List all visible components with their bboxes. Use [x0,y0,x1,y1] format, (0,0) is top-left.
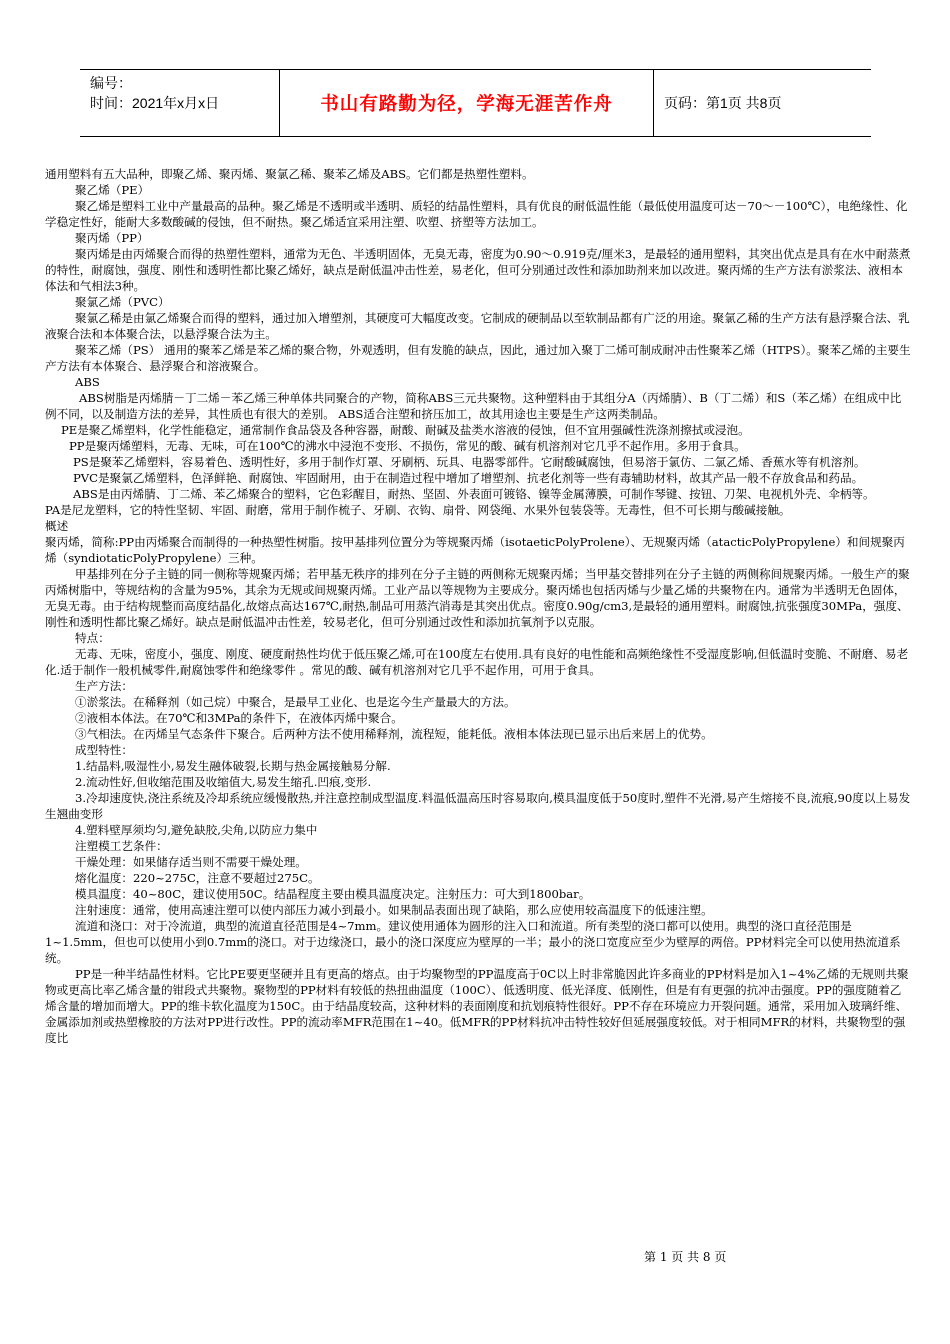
body-paragraph: ①淤浆法。在稀释剂（如己烷）中聚合，是最早工业化、也是迄今生产量最大的方法。 [75,695,516,709]
page-header [80,69,871,137]
body-paragraph: PE是聚乙烯塑料，化学性能稳定，通常制作食品袋及各种容器，耐酸、耐碱及盐类水溶液的侵蚀，但不宜用强碱性洗涤剂擦拭或浸泡。 [61,423,750,437]
body-paragraph: 熔化温度：220~275C，注意不要超过275C。 [75,871,320,885]
header-motto: 书山有路勤为径，学海无涯苦作舟 [280,70,654,136]
body-paragraph: 成型特性： [75,743,133,757]
body-paragraph: 概述 [45,519,69,533]
body-paragraph: 通用塑料有五大品种，即聚乙烯、聚丙烯、聚氯乙稀、聚苯乙烯及ABS。它们都是热塑性塑料。 [45,167,534,181]
body-paragraph: 无毒、无味，密度小，强度、刚度、硬度耐热性均优于低压聚乙烯,可在100度左右使用.具有良好的电性能和高频绝缘性不受湿度影响,但低温时变脆、不耐磨、易老化.适于制作一般机械零件,耐腐蚀零件和绝缘零件 。常见的酸、碱有机溶剂对它几乎不起作用，可用于食具。 [45,647,909,677]
body-paragraph: PS是聚苯乙烯塑料，容易着色、透明性好，多用于制作灯罩、牙刷柄、玩具、电器零部件。它耐酸碱腐蚀，但易溶于氯仿、二氯乙烯、香蕉水等有机溶剂。 [73,455,866,469]
body-paragraph: 干燥处理：如果储存适当则不需要干燥处理。 [75,855,307,869]
body-paragraph: 2.流动性好,但收缩范围及收缩值大,易发生缩孔.凹痕,变形. [75,775,372,789]
body-paragraph: PA是尼龙塑料，它的特性坚韧、牢固、耐磨，常用于制作梳子、牙刷、衣钩、扇骨、网袋绳、水果外包装袋等。无毒性，但不可长期与酸碱接触。 [45,503,791,517]
body-paragraph: 聚苯乙烯（PS） 通用的聚苯乙烯是苯乙烯的聚合物，外观透明，但有发脆的缺点，因此，通过加入聚丁二烯可制成耐冲击性聚苯乙烯（HTPS）。聚苯乙烯的主要生产方法有本体聚合、悬浮聚合和溶液聚合。 [45,343,911,373]
header-page-info: 页码：第1页 共8页 [664,95,782,111]
body-paragraph: PVC是聚氯乙烯塑料，色泽鲜艳、耐腐蚀、牢固耐用，由于在制造过程中增加了增塑剂、抗老化剂等一些有毒辅助材料，故其产品一般不存放食品和药品。 [73,471,864,485]
body-paragraph: 流道和浇口：对于冷流道，典型的流道直径范围是4~7mm。建议使用通体为圆形的注入口和流道。所有类型的浇口都可以使用。典型的浇口直径范围是1~1.5mm，但也可以使用小到0.7mm的浇口。对于边缘浇口，最小的浇口深度应为壁厚的一半；最小的浇口宽度应至少为壁厚的两倍。PP材料完全可以使用热流道系统。 [45,919,901,965]
body-paragraph: 聚丙烯，简称:PP由丙烯聚合而制得的一种热塑性树脂。按甲基排列位置分为等规聚丙烯（isotaeticPolyProlene）、无规聚丙烯（atacticPolyPropylene）和间规聚丙烯（syndiotaticPolyPropylene）三种。 [45,535,905,565]
body-paragraph: 生产方法： [75,679,133,693]
body-paragraph: 注射速度：通常，使用高速注塑可以使内部压力减小到最小。如果制品表面出现了缺陷，那么应使用较高温度下的低速注塑。 [75,903,713,917]
body-paragraph: PP是一种半结晶性材料。它比PE要更坚硬并且有更高的熔点。由于均聚物型的PP温度高于0C以上时非常脆因此许多商业的PP材料是加入1~4%乙烯的无规则共聚物或更高比率乙烯含量的钳段式共聚物。聚物型的PP材料有较低的热扭曲温度（100C）、低透明度、低光泽度、低刚性，但是有有更强的抗冲击强度。PP的强度随着乙烯含量的增加而增大。PP的维卡软化温度为150C。由于结晶度较高，这种材料的表面刚度和抗划痕特性很好。PP不存在环境应力开裂问题。通常，采用加入玻璃纤维、金属添加剂或热塑橡胶的方法对PP进行改性。PP的流动率MFR范围在1~40。低MFR的PP材料抗冲击特性较好但延展强度较低。对于相同MFR的材料，共聚物型的强度比 [45,967,909,1045]
body-paragraph: 聚氯乙烯（PVC） [75,295,170,309]
body-paragraph: 聚丙烯（PP） [75,231,149,245]
document-time-label: 时间：2021年x月x日 [90,95,220,111]
body-paragraph: ③气相法。在丙烯呈气态条件下聚合。后两种方法不使用稀释剂，流程短，能耗低。液相本体法现已显示出后来居上的优势。 [75,727,713,741]
body-paragraph: ABS [75,375,100,389]
body-paragraph: 4.塑料壁厚须均匀,避免缺胶,尖角,以防应力集中 [75,823,318,837]
body-paragraph: 聚乙烯（PE） [75,183,150,197]
document-body [45,166,911,1046]
body-paragraph: 模具温度：40~80C，建议使用50C。结晶程度主要由模具温度决定。注射压力：可大到1800bar。 [75,887,591,901]
body-paragraph: PP是聚丙烯塑料，无毒、无味，可在100℃的沸水中浸泡不变形、不损伤，常见的酸、碱有机溶剂对它几乎不起作用。多用于食具。 [69,439,746,453]
body-paragraph: 注塑模工艺条件： [75,839,168,853]
body-paragraph: 3.冷却速度快,浇注系统及冷却系统应缓慢散热,并注意控制成型温度.料温低温高压时容易取向,模具温度低于50度时,塑件不光滑,易产生熔接不良,流痕,90度以上易发生翘曲变形 [45,791,911,821]
body-paragraph: 甲基排列在分子主链的同一侧称等规聚丙烯；若甲基无秩序的排列在分子主链的两侧称无规聚丙烯；当甲基交替排列在分子主链的两侧称间规聚丙烯。一般生产的聚丙烯树脂中，等规结构的含量为95%，其余为无规或间规聚丙烯。工业产品以等规物为主要成分。聚丙烯也包括丙烯与少量乙烯的共聚物在内。通常为半透明无色固体，无臭无毒。由于结构规整而高度结晶化,故熔点高达167℃,耐热,制品可用蒸汽消毒是其突出优点。密度0.90g/cm3,是最轻的通用塑料。耐腐蚀,抗张强度30MPa，强度、刚性和透明性都比聚乙烯好。缺点是耐低温冲击性差，较易老化，但可分别通过改性和添加抗氧剂予以克服。 [45,567,910,629]
header-meta [80,70,280,136]
body-paragraph: 聚乙烯是塑料工业中产量最高的品种。聚乙烯是不透明或半透明、质轻的结晶性塑料，具有优良的耐低温性能（最低使用温度可达－70～－100℃），电绝缘性、化学稳定性好，能耐大多数酸碱的侵蚀，但不耐热。聚乙烯适宜采用注塑、吹塑、挤塑等方法加工。 [45,199,908,229]
footer-page-number: 第 1 页 共 8 页 [644,1250,727,1264]
body-paragraph: 聚氯乙稀是由氯乙烯聚合而得的塑料，通过加入增塑剂，其硬度可大幅度改变。它制成的硬制品以至软制品都有广泛的用途。聚氯乙稀的生产方法有悬浮聚合法、乳液聚合法和本体聚合法，以悬浮聚合法为主。 [45,311,910,341]
document-number-label: 编号： [90,75,132,91]
body-paragraph: 1.结晶料,吸湿性小,易发生融体破裂,长期与热金属接触易分解. [75,759,391,773]
body-paragraph: ②液相本体法。在70℃和3MPa的条件下，在液体丙烯中聚合。 [75,711,403,725]
body-paragraph: ABS树脂是丙烯腈－丁二烯－苯乙烯三种单体共同聚合的产物，简称ABS三元共聚物。这种塑料由于其组分A（丙烯腈）、B（丁二烯）和S（苯乙烯）在组成中比例不同，以及制造方法的差异，其性质也有很大的差别。 ABS适合注塑和挤压加工，故其用途也主要是生产这两类制品。 [45,391,902,421]
body-paragraph: 特点： [75,631,110,645]
body-paragraph: ABS是由丙烯腈、丁二烯、苯乙烯聚合的塑料，它色彩醒目，耐热、坚固、外表面可镀铬、镍等金属薄膜，可制作琴键、按钮、刀架、电视机外壳、伞柄等。 [73,487,875,501]
body-paragraph: 聚丙烯是由丙烯聚合而得的热塑性塑料，通常为无色、半透明固体，无臭无毒，密度为0.90～0.919克/厘米3，是最轻的通用塑料，其突出优点是具有在水中耐蒸煮的特性，耐腐蚀，强度、刚性和透明性都比聚乙烯好，缺点是耐低温冲击性差，易老化，但可分别通过改性和添加助剂来加以改进。聚丙烯的生产方法有淤浆法、液相本体法和气相法3种。 [45,247,911,293]
